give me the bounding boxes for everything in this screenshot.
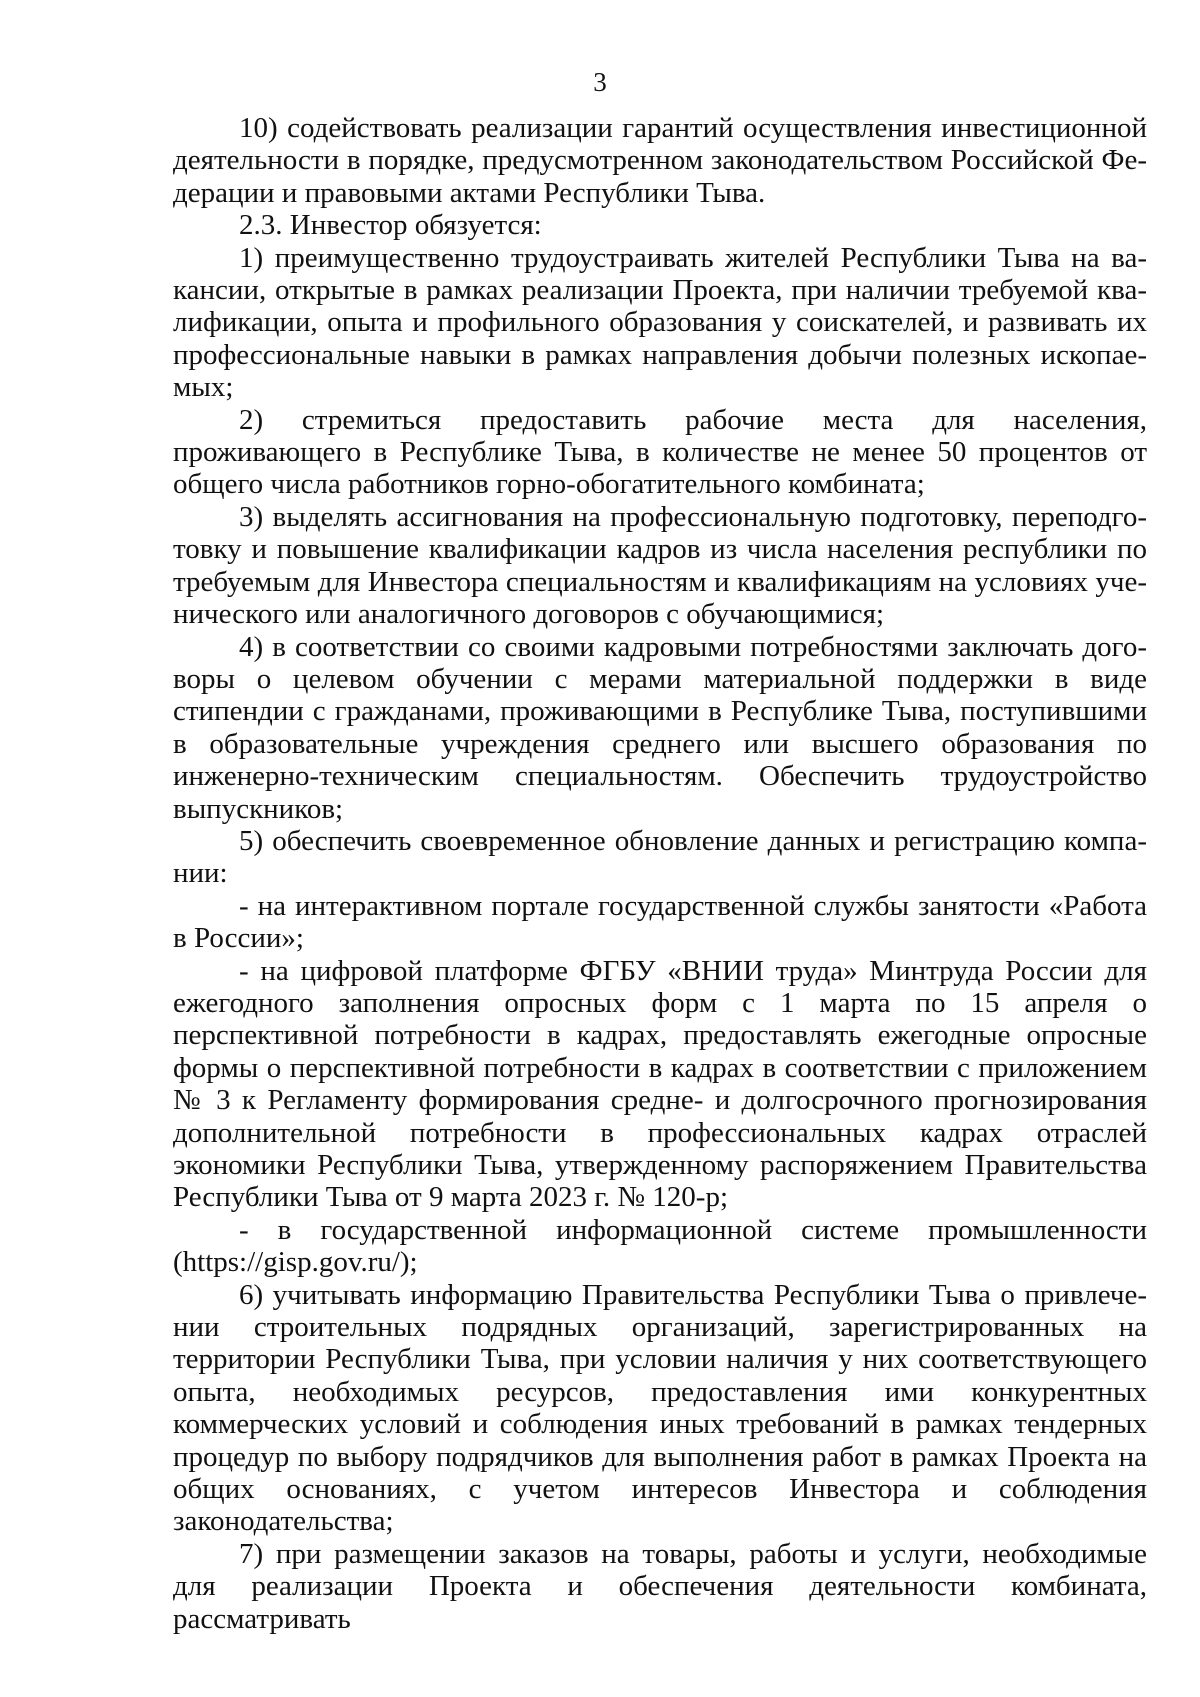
section-heading-2-3: 2.3. Инвестор обязуется: (239, 209, 542, 242)
paragraph-item-6: 6) учитывать информацию Правительства Республики Тыва о привлечении строительных подрядных организаций, зарегистрированных на территории Республики Тыва, при условии наличия у них соответствующего опыта, необходимых ресурсов, предоставления ими конкурентных коммерческих условий и соблюдения иных требований в рамках тендерных процедур по выбору подрядчиков для выполнения работ в рамках Проекта на общих основаниях, с учетом интересов Инвестора и соблюдения законодательства; (173, 1278, 1147, 1538)
paragraph-item-1: 1) преимущественно трудоустраивать жителей Республики Тыва на вакансии, открытые в рамках реализации Проекта, при наличии требуемой квалификации, опыта и профильного образования у соискателей, и развивать их профессиональные навыки в рамках направления добычи полезных ископаемых; (173, 241, 1147, 404)
page-number: 3 (593, 67, 607, 97)
sub-item-gisp: - в государственной информационной системе промышленности (https://gisp.gov.ru/); (173, 1213, 1147, 1279)
paragraph-item-10: 10) содействовать реализации гарантий осуществления инвестиционной деятельности в порядке, предусмотренном законодательством Российской Федерации и правовыми актами Республики Тыва. (173, 112, 1147, 209)
paragraph-item-4: 4) в соответствии со своими кадровыми потребностями заключать договоры о целевом обучении с мерами материальной поддержки в виде стипендии с гражданами, проживающими в Республике Тыва, поступившими в образовательные учреждения среднего или высшего образования по инженерно-техническим специальностям. Обеспечить трудоустройство выпускников; (173, 630, 1147, 825)
paragraph-item-2: 2) стремиться предоставить рабочие места для населения, проживающего в Республике Тыва, в количестве не менее 50 процентов от общего числа работников горно-обогатительного комбината; (173, 403, 1147, 501)
paragraph-item-3: 3) выделять ассигнования на профессиональную подготовку, переподготовку и повышение квалификации кадров из числа населения республики по требуемым для Инвестора специальностям и квалификациям на условиях ученического или аналогичного договоров с обучающимися; (173, 500, 1147, 631)
paragraph-item-7: 7) при размещении заказов на товары, работы и услуги, необходимые для реализации Проекта и обеспечения деятельности комбината, рассматривать (173, 1537, 1147, 1635)
sub-item-rabota-v-rossii: - на интерактивном портале государственной службы занятости «Работа в России»; (173, 889, 1147, 955)
document-body (173, 112, 1147, 1635)
sub-item-vnii-truda: - на цифровой платформе ФГБУ «ВНИИ труда» Минтруда России для ежегодного заполнения опросных форм с 1 марта по 15 апреля о перспективной потребности в кадрах, предоставлять ежегодные опросные формы о перспективной потребности в кадрах в соответствии с приложением № 3 к Регламенту формирования средне- и долгосрочного прогнозирования дополнительной потребности в профессиональных кадрах отраслей экономики Республики Тыва, утвержденному распоряжением Правительства Республики Тыва от 9 марта 2023 г. № 120-р; (173, 954, 1147, 1214)
paragraph-item-5: 5) обеспечить своевременное обновление данных и регистрацию компании: (173, 824, 1147, 890)
